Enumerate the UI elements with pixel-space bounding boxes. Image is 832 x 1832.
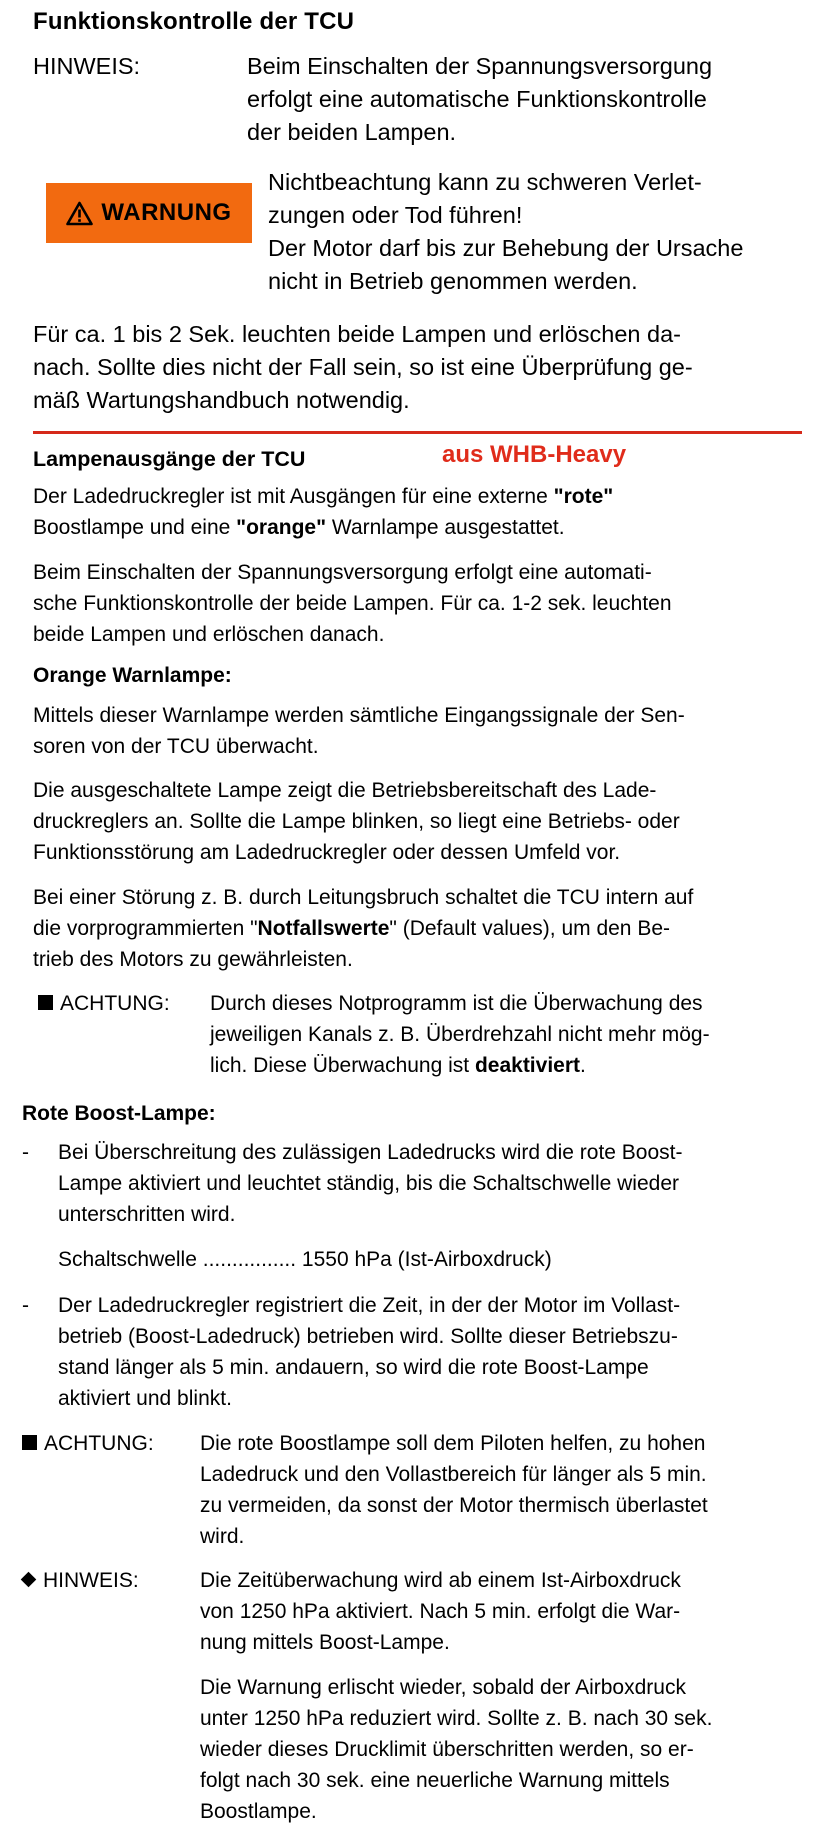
square-bullet-icon [22,1435,37,1450]
orange-paragraph-2: Die ausgeschaltete Lampe zeigt die Betriebsbereitschaft des Lade- druckreglers an. Sollte die Lampe blinken, so liegt eine Betriebs- oder Funktionsstörung am Ladedruckregler oder dessen Umfeld vor. [33,779,680,864]
section-title: Funktionskontrolle der TCU [33,8,355,35]
warning-badge [46,183,252,243]
red-divider [33,431,802,434]
function-check-paragraph: Beim Einschalten der Spannungsversorgung erfolgt eine automati- sche Funktionskontrolle der beide Lampen. Für ca. 1-2 sek. leuchten beide Lampen und erlöschen danach. [33,561,672,646]
intro-paragraph: Der Ladedruckregler ist mit Ausgängen für eine externe "rote" Boostlampe und eine "orange" Warnlampe ausgestattet. [33,485,614,539]
warning-text: Nichtbeachtung kann zu schweren Verlet- zungen oder Tod führen! Der Motor darf bis zur Behebung der Ursache nicht in Betrieb genommen werden. [268,169,744,294]
hinweis-text-2b: Die Warnung erlischt wieder, sobald der Airboxdruck unter 1250 hPa reduziert wird. Sollte z. B. nach 30 sek. wieder dieses Drucklimit überschritten werden, so er- folgt nach 30 sek. eine neuerliche Warnung mittels Boostlampe. [200,1676,713,1823]
subsection-title: Lampenausgänge der TCU [33,447,306,471]
orange-paragraph-3: Bei einer Störung z. B. durch Leitungsbruch schaltet die TCU intern auf die vorprogrammierten "Notfallswerte" (Default values), um den Be- trieb des Motors zu gewährleisten. [33,886,694,971]
achtung-label-2: ACHTUNG: [22,1428,154,1459]
hinweis-label: HINWEIS: [33,53,141,79]
achtung-label-1: ACHTUNG: [38,988,170,1019]
dash-bullet-2: - [22,1294,29,1317]
warning-label: WARNUNG [101,199,232,226]
square-bullet-icon [38,995,53,1010]
threshold-line: Schaltschwelle ................ 1550 hPa (Ist-Airboxdruck) [58,1248,552,1271]
source-annotation: aus WHB-Heavy [442,441,627,468]
bullet-text-2: Der Ladedruckregler registriert die Zeit, in der der Motor im Vollast- betrieb (Boost-Ladedruck) betrieben wird. Sollte dieser Betriebszu- stand länger als 5 min. andauern, so wird die rote Boost-Lampe aktiviert und blinkt. [58,1294,681,1410]
orange-paragraph-1: Mittels dieser Warnlampe werden sämtliche Eingangssignale der Sen- soren von der TCU überwacht. [33,704,685,758]
dash-bullet-1: - [22,1141,29,1164]
lamp-check-paragraph: Für ca. 1 bis 2 Sek. leuchten beide Lampen und erlöschen da- nach. Sollte dies nicht der Fall sein, so ist eine Überprüfung ge- mäß Wartungshandbuch notwendig. [33,321,693,413]
red-lamp-heading: Rote Boost-Lampe: [22,1102,216,1125]
achtung-text-2: Die rote Boostlampe soll dem Piloten helfen, zu hohen Ladedruck und den Vollastbereich für länger als 5 min. zu vermeiden, da sonst der Motor thermisch überlastet wird. [200,1432,708,1548]
hinweis-text: Beim Einschalten der Spannungsversorgung erfolgt eine automatische Funktionskontrolle der beiden Lampen. [247,53,713,145]
diamond-bullet-icon [21,1572,37,1588]
warning-triangle-icon [66,201,93,226]
hinweis-text-2a: Die Zeitüberwachung wird ab einem Ist-Airboxdruck von 1250 hPa aktiviert. Nach 5 min. erfolgt die War- nung mittels Boost-Lampe. [200,1569,681,1654]
hinweis-label-2: HINWEIS: [20,1565,139,1596]
achtung-text-1: Durch dieses Notprogramm ist die Überwachung des jeweiligen Kanals z. B. Überdrehzahl nicht mehr mög- lich. Diese Überwachung ist deaktiviert. [210,992,710,1077]
orange-lamp-heading: Orange Warnlampe: [33,664,232,687]
bullet-text-1: Bei Überschreitung des zulässigen Ladedrucks wird die rote Boost- Lampe aktiviert und leuchtet ständig, bis die Schaltschwelle wieder unterschritten wird. [58,1141,683,1226]
